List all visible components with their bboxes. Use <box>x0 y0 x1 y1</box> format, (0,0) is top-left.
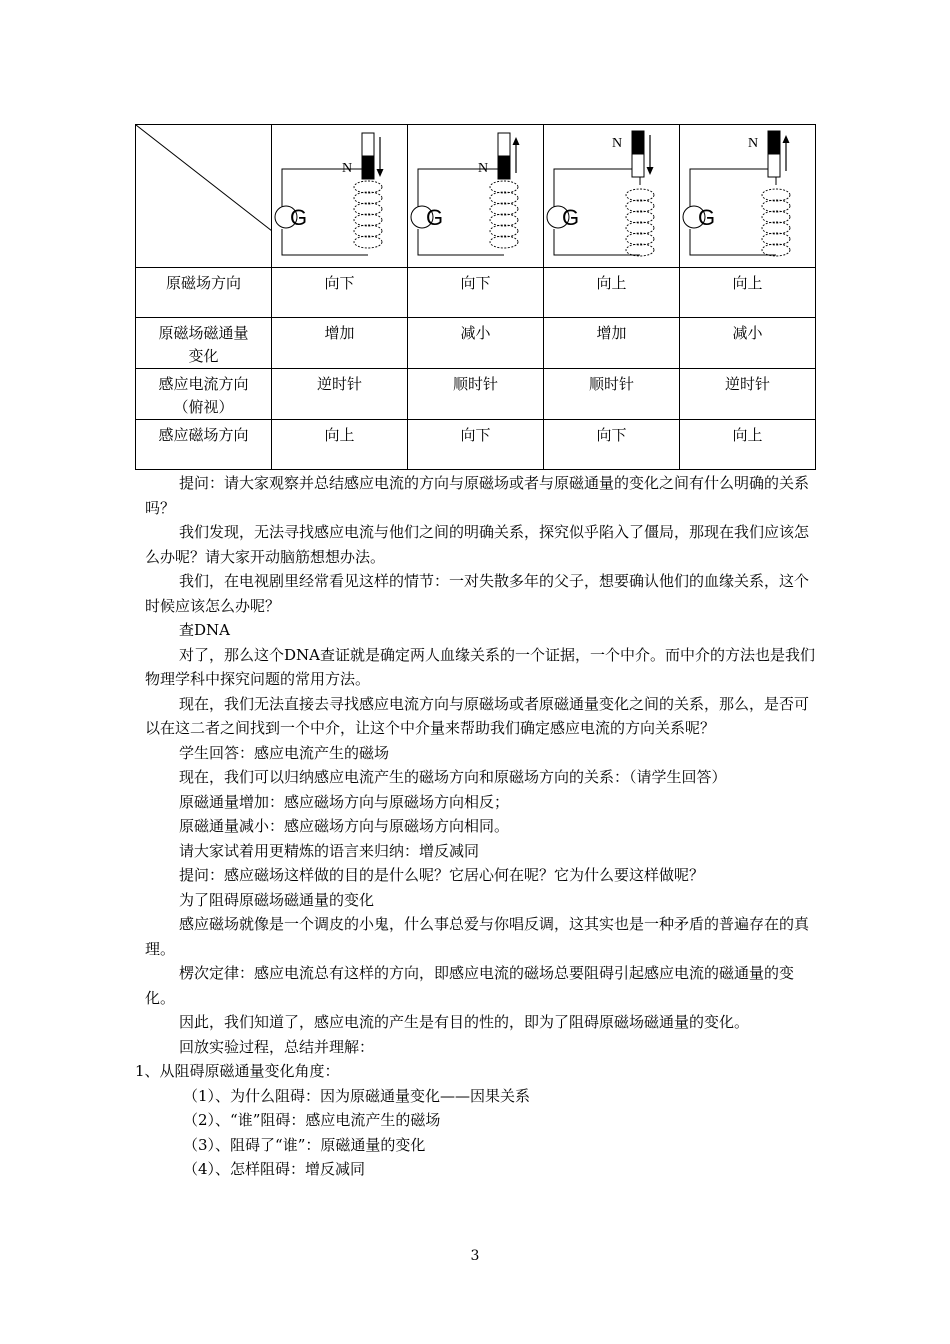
arrow-head <box>783 135 790 143</box>
coil-loop <box>490 225 518 237</box>
galvanometer-label: G <box>562 205 580 230</box>
coil-loop <box>490 214 518 226</box>
circuit-wire <box>282 229 368 255</box>
paragraph: 现在，我们无法直接去寻找感应电流方向与原磁场或者原磁通量变化之间的关系，那么，是否可以在这二者之间找到一个中介，让这个中介量来帮助我们确定感应电流的方向关系呢？ <box>145 694 810 737</box>
coil-loop <box>626 233 654 245</box>
list-item: （3）、阻碍了“谁”：原磁通量的变化 <box>183 1135 426 1154</box>
table-cell: 减小 <box>680 318 816 369</box>
coil-loop <box>626 189 654 201</box>
coil-loop <box>490 236 518 248</box>
coil-loop <box>354 214 382 226</box>
table-cell: 向下 <box>408 420 544 470</box>
coil-loop <box>626 200 654 212</box>
row-header: 原磁场磁通量 变化 <box>136 318 272 369</box>
table-cell: 向上 <box>680 420 816 470</box>
table-row <box>136 420 816 470</box>
paragraph: 因此，我们知道了，感应电流的产生是有目的性的，即为了阻碍原磁场磁通量的变化。 <box>179 1013 750 1031</box>
galvanometer-label: G <box>290 205 308 230</box>
coil-loop <box>762 222 790 234</box>
circuit-wire <box>554 229 640 255</box>
arrow-head <box>513 137 520 145</box>
circuit-wire <box>418 169 504 207</box>
paragraph: 我们发现，无法寻找感应电流与他们之间的明确关系，探究似乎陷入了僵局，那现在我们应该怎么办呢？请大家开动脑筋想想办法。 <box>145 523 810 566</box>
paragraph: 楞次定律：感应电流总有这样的方向，即感应电流的磁场总要阻碍引起感应电流的磁通量的变化。 <box>145 964 795 1007</box>
north-pole-label: N <box>478 161 489 176</box>
experiment-figure-1 <box>272 125 408 268</box>
coil-loop <box>490 203 518 215</box>
coil-loop <box>354 192 382 204</box>
paragraph: 提问：请大家观察并总结感应电流的方向与原磁场或者与原磁通量的变化之间有什么明确的关系吗？ <box>145 474 810 517</box>
table-cell: 顺时针 <box>544 369 680 420</box>
paragraph: 回放实验过程，总结并理解： <box>179 1037 375 1056</box>
paragraph: 感应磁场就像是一个调皮的小鬼，什么事总爱与你唱反调，这其实也是一种矛盾的普遍存在的真理。 <box>145 915 810 958</box>
paragraph: 我们，在电视剧里经常看见这样的情节：一对失散多年的父子，想要确认他们的血缘关系，这个时候应该怎么办呢？ <box>145 572 810 615</box>
coil-loop <box>626 244 654 256</box>
coil-loop <box>762 189 790 201</box>
table-cell: 向下 <box>544 420 680 470</box>
list-heading: 1、从阻碍原磁通量变化角度： <box>135 1062 340 1080</box>
coil-loop <box>762 200 790 212</box>
table-cell: 增加 <box>272 318 408 369</box>
coil-loop <box>354 203 382 215</box>
circuit-wire <box>282 169 368 207</box>
coil-loop <box>762 211 790 223</box>
list-item: （2）、“谁”阻碍：感应电流产生的磁场 <box>183 1111 441 1129</box>
row-header: 原磁场方向 <box>136 268 272 318</box>
coil-loop <box>490 181 518 193</box>
circuit-wire <box>554 169 640 207</box>
magnet-top-half <box>362 133 374 156</box>
paragraph: 原磁通量增加：感应磁场方向与原磁场方向相反； <box>179 792 510 811</box>
row-header: 感应磁场方向 <box>136 420 272 470</box>
table-row <box>136 268 816 318</box>
circuit-wire <box>690 169 776 207</box>
page-number: 3 <box>470 1248 480 1264</box>
experiment-figure-4 <box>680 125 816 268</box>
circuit-wire <box>690 229 776 255</box>
magnet-bottom-half <box>362 156 374 179</box>
table-cell: 顺时针 <box>408 369 544 420</box>
magnet-bottom-half <box>768 154 780 177</box>
coil-loop <box>762 244 790 256</box>
north-pole-label: N <box>612 136 623 151</box>
coil-loop <box>762 233 790 245</box>
induction-table <box>135 124 816 470</box>
table-cell: 逆时针 <box>272 369 408 420</box>
magnet-top-half <box>498 133 510 156</box>
table-row <box>136 318 816 369</box>
list-item: （4）、怎样阻碍：增反减同 <box>183 1160 366 1178</box>
north-pole-label: N <box>748 136 759 151</box>
table-corner-cell <box>136 125 272 268</box>
arrow-head <box>647 167 654 175</box>
row-header: 感应电流方向 （俯视） <box>136 369 272 420</box>
table-cell: 向下 <box>408 268 544 318</box>
list-item: （1）、为什么阻碍：因为原磁通量变化——因果关系 <box>183 1086 531 1105</box>
table-cell: 增加 <box>544 318 680 369</box>
paragraph: 原磁通量减小：感应磁场方向与原磁场方向相同。 <box>179 817 510 835</box>
galvanometer-label: G <box>698 205 716 230</box>
magnet-bottom-half <box>498 156 510 179</box>
table-cell: 向上 <box>272 420 408 470</box>
table-cell: 逆时针 <box>680 369 816 420</box>
coil-loop <box>354 181 382 193</box>
magnet-top-half <box>768 131 780 154</box>
diagonal-line <box>136 125 272 267</box>
magnet-bottom-half <box>632 154 644 177</box>
paragraph: 查DNA <box>179 621 230 639</box>
paragraph: 学生回答：感应电流产生的磁场 <box>179 743 390 762</box>
experiment-figure-2 <box>408 125 544 268</box>
paragraph: 请大家试着用更精炼的语言来归纳：增反减同 <box>179 841 480 860</box>
coil-loop <box>626 222 654 234</box>
coil-loop <box>490 192 518 204</box>
paragraph: 为了阻碍原磁场磁通量的变化 <box>179 890 375 909</box>
table-cell: 向上 <box>544 268 680 318</box>
galvanometer-label: G <box>426 205 444 230</box>
table-row <box>136 369 816 420</box>
arrow-head <box>377 169 384 177</box>
magnet-top-half <box>632 131 644 154</box>
north-pole-label: N <box>342 161 353 176</box>
circuit-wire <box>418 229 504 255</box>
experiment-figure-3 <box>544 125 680 268</box>
paragraph: 提问：感应磁场这样做的目的是什么呢？它居心何在呢？它为什么要这样做呢？ <box>179 866 705 884</box>
paragraph: 对了，那么这个DNA查证就是确定两人血缘关系的一个证据，一个中介。而中介的方法也是我们物理学科中探究问题的常用方法。 <box>145 645 815 688</box>
coil-loop <box>354 225 382 237</box>
coil-loop <box>626 211 654 223</box>
table-cell: 向上 <box>680 268 816 318</box>
body-text <box>135 471 815 1182</box>
paragraph: 现在，我们可以归纳感应电流产生的磁场方向和原磁场方向的关系：（请学生回答） <box>179 768 727 786</box>
coil-loop <box>354 236 382 248</box>
table-cell: 减小 <box>408 318 544 369</box>
table-cell: 向下 <box>272 268 408 318</box>
